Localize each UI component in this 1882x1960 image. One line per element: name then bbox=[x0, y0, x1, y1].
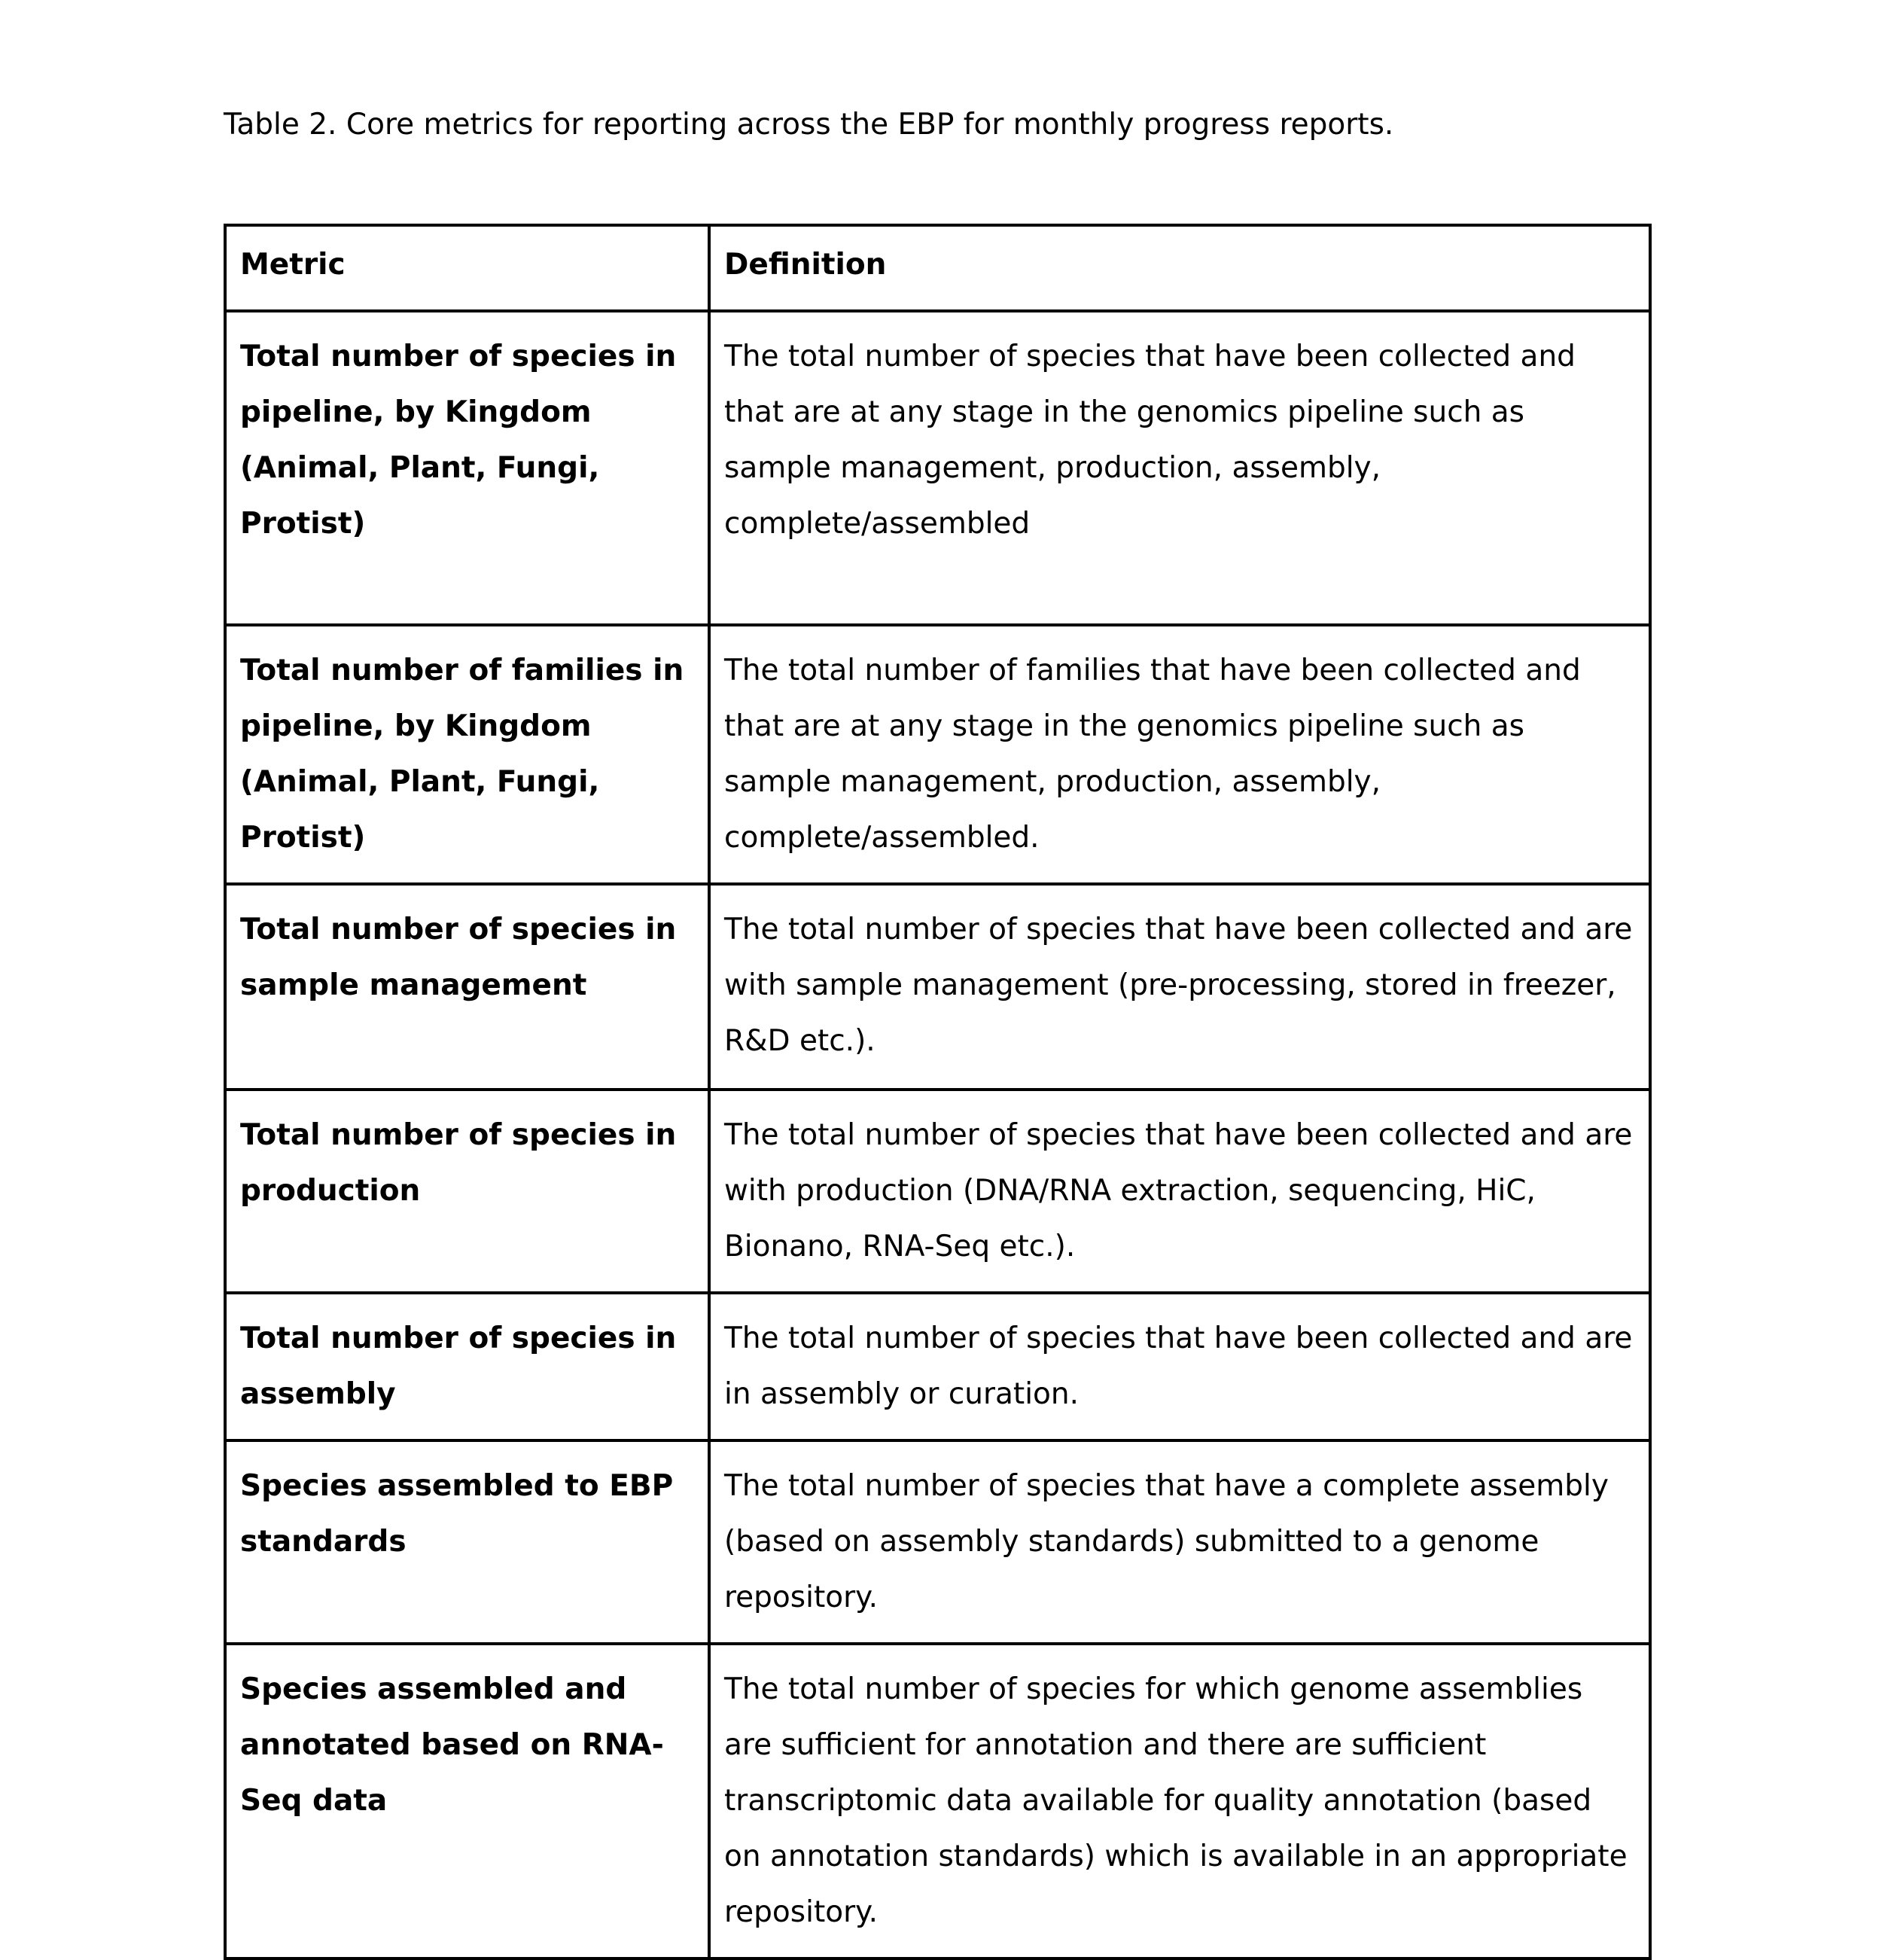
metric-cell: Species assembled and annotated based on RNA-Seq data bbox=[225, 1644, 709, 1958]
definition-cell: The total number of species for which genome assemblies are sufficient for annotation and there are sufficient transcriptomic data available for quality annotation (based on annotation standards) which is available in an appropriate repository. bbox=[709, 1644, 1650, 1958]
definition-cell: The total number of species that have been collected and are with sample management (pre-processing, stored in freezer, R&D etc.). bbox=[709, 884, 1650, 1090]
metric-cell: Total number of species in pipeline, by Kingdom (Animal, Plant, Fungi, Protist) bbox=[225, 311, 709, 625]
header-definition: Definition bbox=[709, 225, 1650, 311]
definition-cell: The total number of species that have been collected and are with production (DNA/RNA extraction, sequencing, HiC, Bionano, RNA-Seq etc.). bbox=[709, 1090, 1650, 1293]
table-row bbox=[225, 1293, 1650, 1440]
table-caption: Table 2. Core metrics for reporting across the EBP for monthly progress reports. bbox=[224, 108, 1394, 142]
table-row bbox=[225, 1644, 1650, 1958]
table-header-row bbox=[225, 225, 1650, 311]
metric-cell: Total number of species in sample management bbox=[225, 884, 709, 1090]
definition-cell: The total number of species that have a complete assembly (based on assembly standards) submitted to a genome repository. bbox=[709, 1440, 1650, 1644]
definition-cell: The total number of species that have been collected and that are at any stage in the genomics pipeline such as sample management, production, assembly, complete/assembled bbox=[709, 311, 1650, 625]
header-metric: Metric bbox=[225, 225, 709, 311]
table-row bbox=[225, 1090, 1650, 1293]
metric-cell: Total number of families in pipeline, by Kingdom (Animal, Plant, Fungi, Protist) bbox=[225, 625, 709, 884]
table-row bbox=[225, 311, 1650, 625]
metrics-table bbox=[224, 224, 1652, 1960]
table-row bbox=[225, 625, 1650, 884]
table-row bbox=[225, 1440, 1650, 1644]
metric-cell: Total number of species in production bbox=[225, 1090, 709, 1293]
definition-cell: The total number of species that have been collected and are in assembly or curation. bbox=[709, 1293, 1650, 1440]
definition-cell: The total number of families that have been collected and that are at any stage in the genomics pipeline such as sample management, production, assembly, complete/assembled. bbox=[709, 625, 1650, 884]
table-row bbox=[225, 884, 1650, 1090]
metric-cell: Species assembled to EBP standards bbox=[225, 1440, 709, 1644]
metric-cell: Total number of species in assembly bbox=[225, 1293, 709, 1440]
